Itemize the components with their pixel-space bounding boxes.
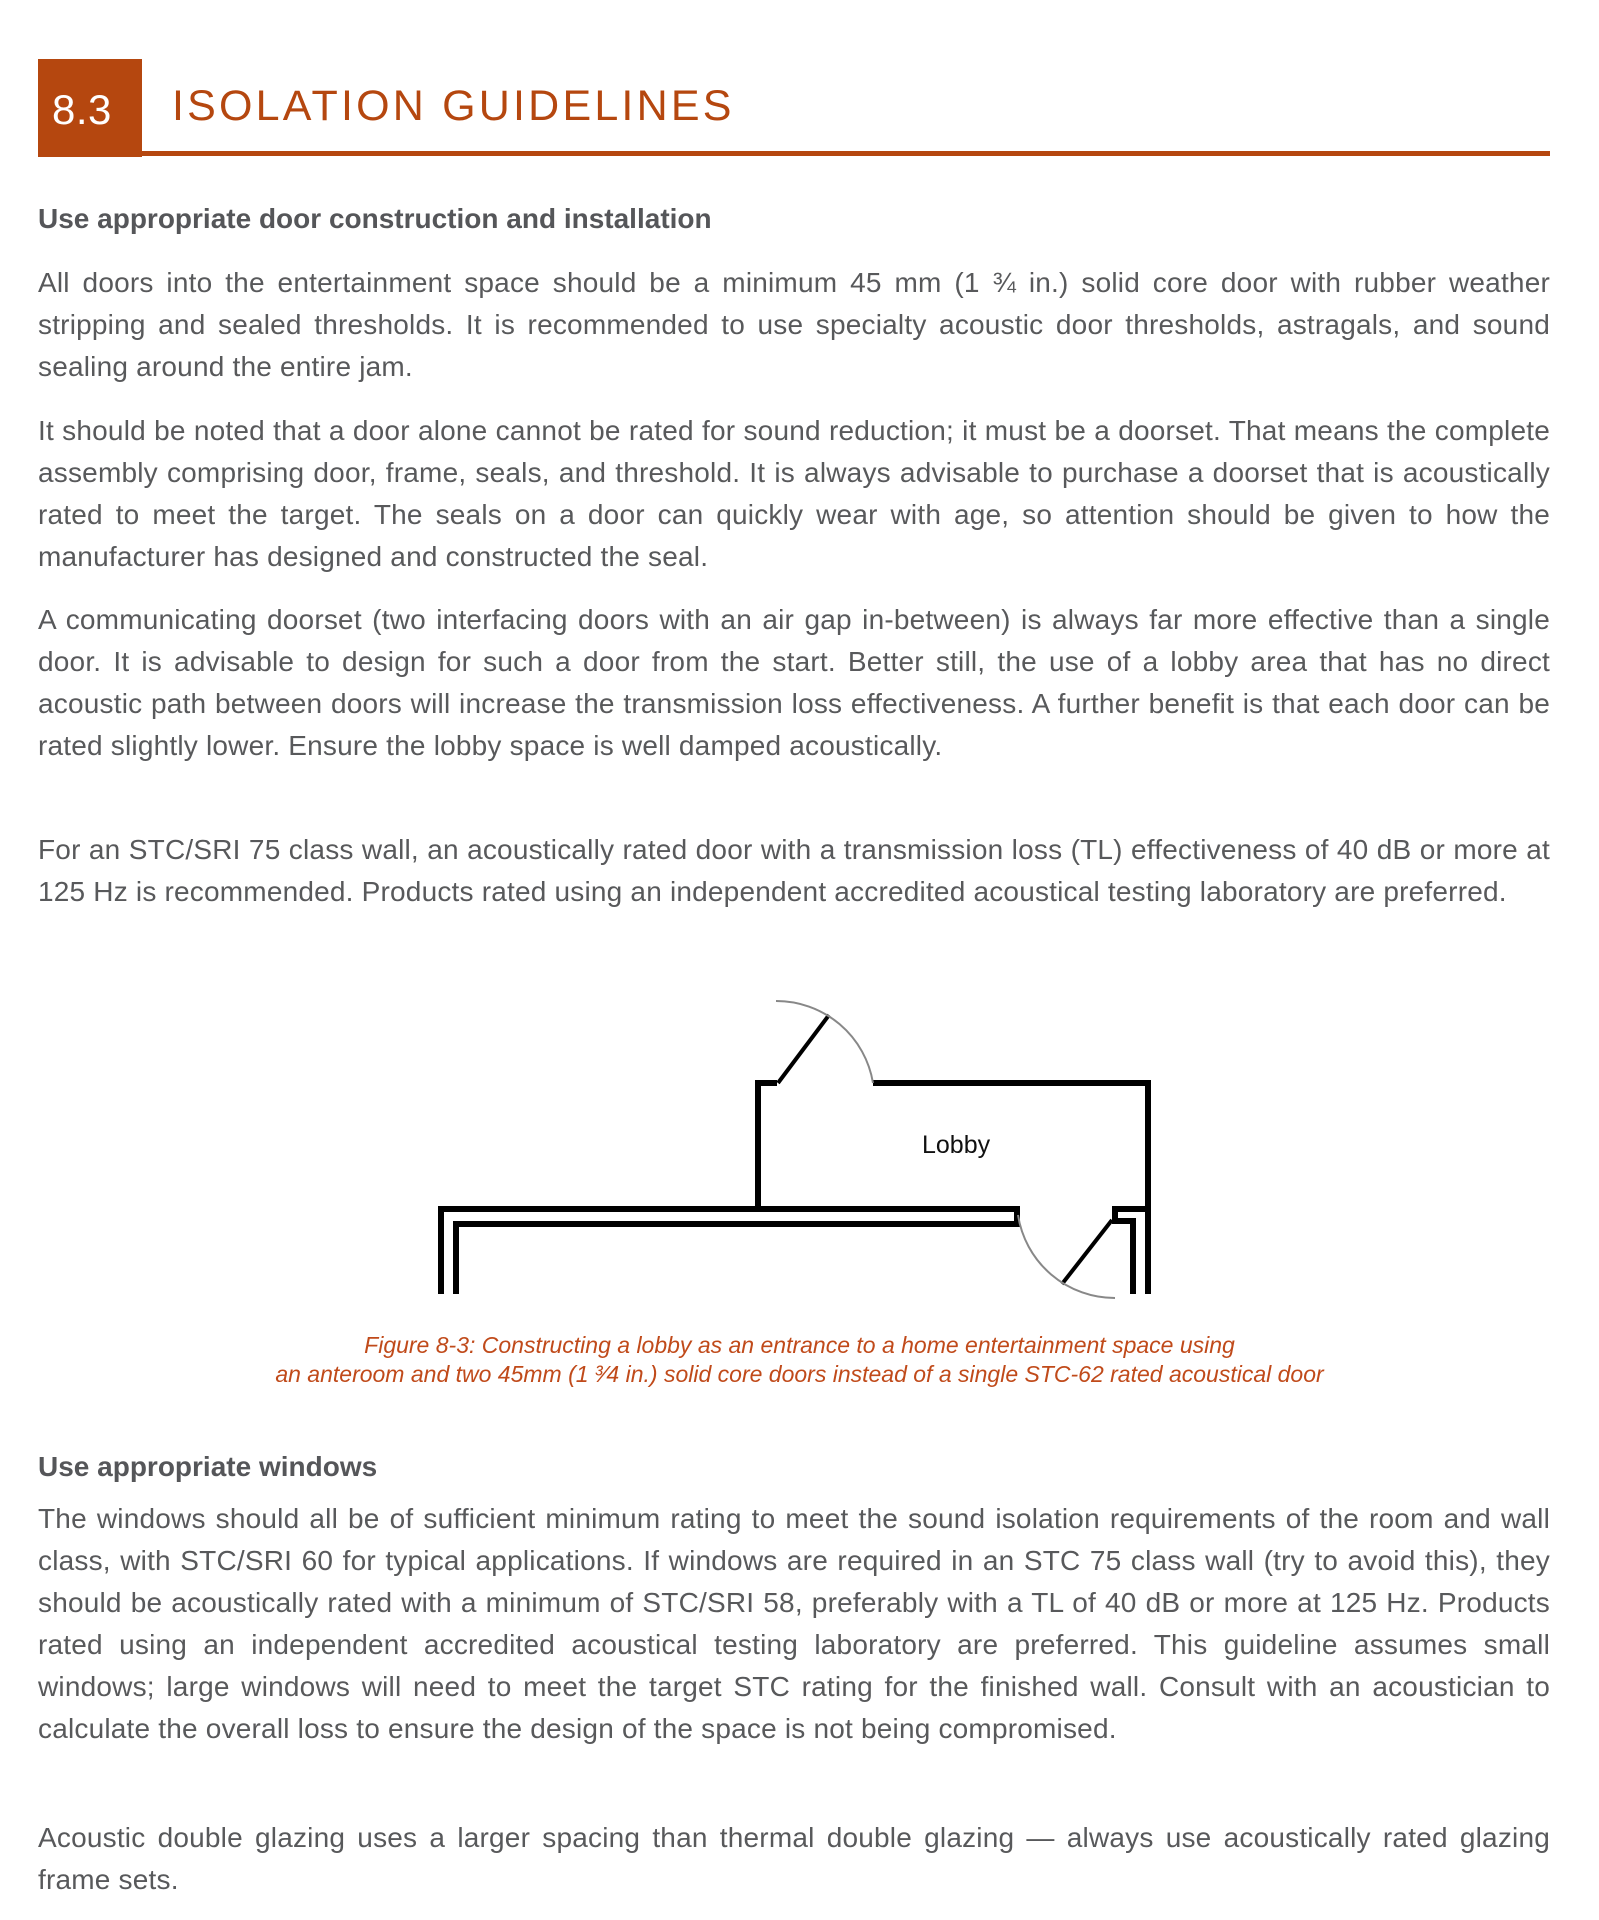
paragraph: For an STC/SRI 75 class wall, an acoustically rated door with a transmission loss (TL) effectiveness of 40 dB or more at 125 Hz is recommended. Products rated using an independent accredited acoustical testing laboratory are preferred.	[38, 834, 1550, 907]
paragraph: A communicating doorset (two interfacing doors with an air gap in-between) is always far more effective than a single door. It is advisable to design for such a door from the start. Better still, the use of a lobby area that has no direct acoustic path between doors will increase the transmission loss effectiveness. A further benefit is that each door can be rated slightly lower. Ensure the lobby space is well damped acoustically.	[38, 604, 1550, 761]
windows-paragraph-1	[38, 1498, 1550, 1750]
caption-line-2: an anteroom and two 45mm (1 ³⁄4 in.) solid core doors instead of a single STC-62 rated acoustical door	[275, 1361, 1324, 1387]
bottom-door-swing-arc	[1018, 1215, 1115, 1298]
section-number: 8.3	[52, 86, 112, 133]
lobby-label: Lobby	[922, 1131, 991, 1159]
paragraph: It should be noted that a door alone cannot be rated for sound reduction; it must be a doorset. That means the complete assembly comprising door, frame, seals, and threshold. It is always advisable to purchase a doorset that is acoustically rated to meet the target. The seals on a door can quickly wear with age, so attention should be given to how the manufacturer has designed and constructed the seal.	[38, 415, 1550, 572]
paragraph: The windows should all be of sufficient minimum rating to meet the sound isolation requirements of the room and wall class, with STC/SRI 60 for typical applications. If windows are required in an STC 75 class wall (try to avoid this), they should be acoustically rated with a minimum of STC/SRI 58, preferably with a TL of 40 dB or more at 125 Hz. Products rated using an independent accredited acoustical testing laboratory are preferred. This guideline assumes small windows; large windows will need to meet the target STC rating for the finished wall. Consult with an acoustician to calculate the overall loss to ensure the design of the space is not being compromised.	[38, 1503, 1550, 1744]
bottom-door-leaf	[1062, 1220, 1112, 1284]
figure-caption	[0, 1331, 1599, 1389]
paragraph: All doors into the entertainment space should be a minimum 45 mm (1 ¾ in.) solid core door with rubber weather stripping and sealed thresholds. It is recommended to use specialty acoustic door thresholds, astragals, and sound sealing around the entire jam.	[38, 267, 1550, 382]
section-title: ISOLATION GUIDELINES	[172, 82, 735, 130]
windows-heading: Use appropriate windows	[38, 1451, 378, 1482]
doors-heading: Use appropriate door construction and installation	[38, 203, 712, 234]
top-door-swing-arc	[776, 1001, 873, 1083]
top-door-leaf	[778, 1015, 829, 1083]
windows-paragraph-2	[38, 1817, 1550, 1901]
caption-line-1: Figure 8-3: Constructing a lobby as an entrance to a home entertainment space using	[364, 1332, 1235, 1358]
paragraph: Acoustic double glazing uses a larger spacing than thermal double glazing — always use acoustically rated glazing frame sets.	[38, 1822, 1550, 1895]
windows-section	[38, 1450, 1550, 1484]
walls	[438, 1080, 1151, 1294]
